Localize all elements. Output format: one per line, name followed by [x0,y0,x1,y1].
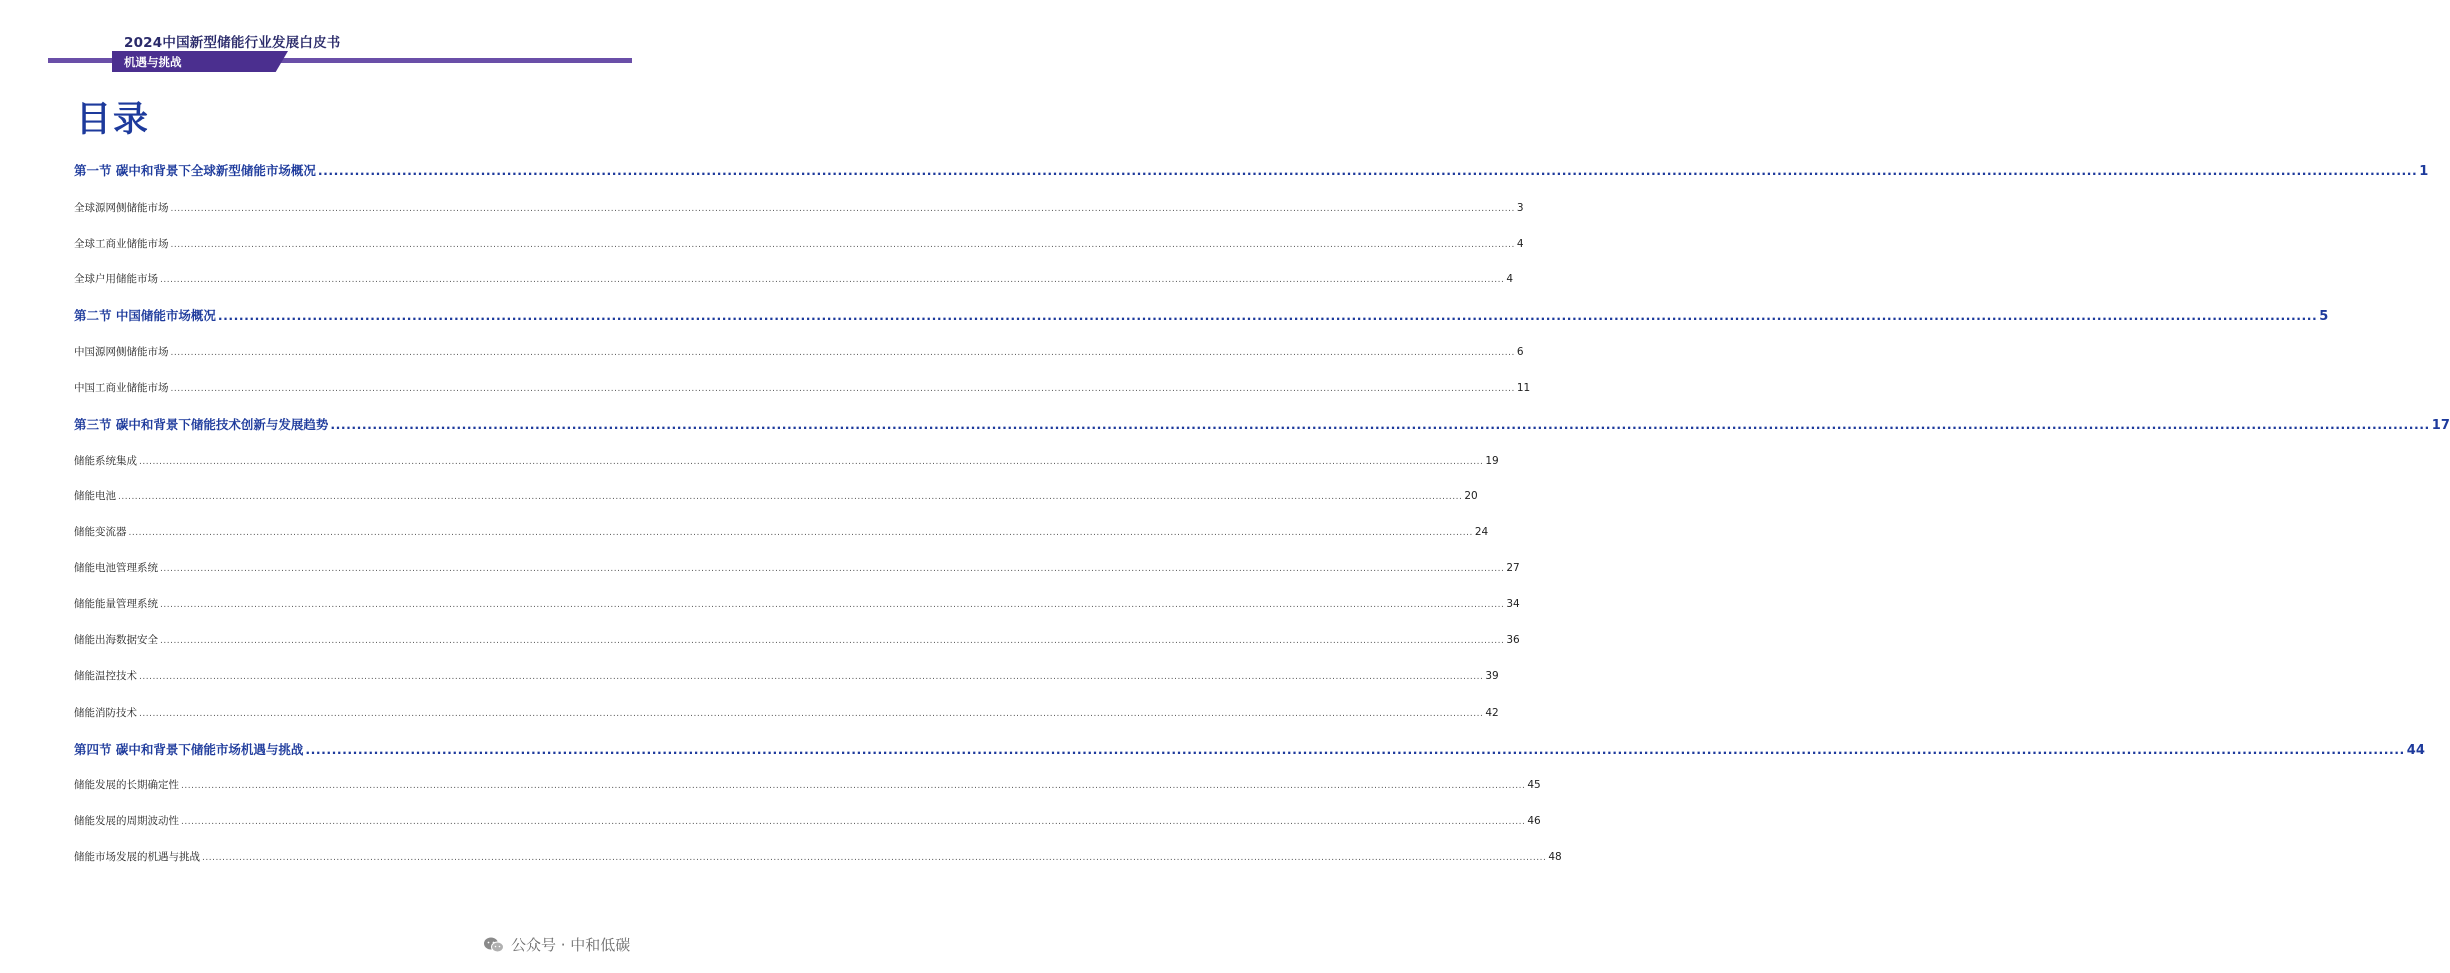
toc-subsection-entry[interactable] [74,849,1562,864]
toc-entry-title: 第二节 中国储能市场概况 [74,308,216,323]
toc-entry-title: 中国工商业储能市场 [74,382,169,394]
toc-page-number: 42 [1485,707,1499,719]
toc-leader-dots: ................................................................................................................................................................................................................................................................................................................................................................................................................ [160,275,1505,285]
toc-page-number: 46 [1527,815,1541,827]
toc-entry-title: 储能发展的周期波动性 [74,815,179,827]
toc-leader-dots: ................................................................................................................................................................................................................................................................................................................................................................................................................ [160,564,1505,574]
toc-page-number: 39 [1485,670,1499,682]
toc-section-entry[interactable] [74,161,2429,179]
toc-entry-title: 全球工商业储能市场 [74,238,169,250]
toc-subsection-entry[interactable] [74,705,1499,720]
toc-entry-title: 储能温控技术 [74,670,137,682]
toc-leader-dots: ................................................................................................................................................................................................................................................................................................................................................................................................................ [139,709,1484,719]
watermark-text: 公众号 · 中和低碳 [511,936,631,954]
toc-page-number: 20 [1464,490,1478,502]
toc-section-entry[interactable] [74,740,2425,758]
toc-subsection-entry[interactable] [74,560,1520,575]
toc-subsection-entry[interactable] [74,668,1499,683]
toc-entry-title: 储能系统集成 [74,455,137,467]
toc-subsection-entry[interactable] [74,596,1520,611]
toc-page-number: 36 [1506,634,1520,646]
toc-leader-dots: ................................................................................................................................................................................................................................................................................................................................................................................................................ [170,348,1515,358]
toc-leader-dots: ................................................................................................................................................................................................................................................................................................................................................................................................................ [139,457,1484,467]
toc-leader-dots: ................................................................................................................................................................................................................................................................................................................................................................................................................ [160,636,1505,646]
toc-section-entry[interactable] [74,415,2450,433]
toc-page-number: 17 [2431,418,2450,433]
toc-leader-dots: ................................................................................................................................................................................................................................................................................................................................................................................................................ [202,853,1547,863]
toc-leader-dots: ................................................................................................................................................................................................................................................................................................................................................................................................................ [170,240,1515,250]
watermark [483,934,630,955]
toc-entry-title: 储能变流器 [74,526,127,538]
page-header [0,0,691,80]
toc-entry-title: 全球源网侧储能市场 [74,202,169,214]
toc-page-number: 34 [1506,598,1520,610]
toc-subsection-entry[interactable] [74,344,1524,359]
toc-leader-dots: ................................................................................................................................................................................................................................................................................................................................................................................................................ [139,672,1484,682]
toc-entry-title: 储能能量管理系统 [74,598,158,610]
toc-entry-title: 全球户用储能市场 [74,273,158,285]
toc-leader-dots: ................................................................................................................................................................................................................................................................................................................................................................................................................ [181,781,1526,791]
toc-page-number: 48 [1548,851,1562,863]
toc-page-number: 27 [1506,562,1520,574]
toc-entry-title: 储能电池 [74,490,116,502]
toc-entry-title: 储能出海数据安全 [74,634,158,646]
toc-subsection-entry[interactable] [74,777,1541,792]
toc-page-number: 6 [1516,346,1524,358]
toc-page-number: 4 [1516,238,1524,250]
wechat-icon [483,936,505,954]
toc-subsection-entry[interactable] [74,380,1531,395]
toc-leader-dots: ................................................................................................................................................................................................................................................................................................................................................................................................................ [128,528,1473,538]
toc-entry-title: 中国源网侧储能市场 [74,346,169,358]
toc-page-number: 5 [2319,309,2329,324]
toc-page-number: 1 [2419,164,2429,179]
toc-leader-dots: ................................................................................................................................................................................................................................................................................................................................................................................................................ [305,742,2405,757]
toc-page-number: 19 [1485,455,1499,467]
toc-page-number: 11 [1516,382,1531,394]
toc-leader-dots: ................................................................................................................................................................................................................................................................................................................................................................................................................ [170,384,1515,394]
toc-subsection-entry[interactable] [74,488,1478,503]
toc-leader-dots: ................................................................................................................................................................................................................................................................................................................................................................................................................ [118,492,1463,502]
toc-entry-title: 第四节 碳中和背景下储能市场机遇与挑战 [74,742,304,757]
toc-page-number: 4 [1506,273,1514,285]
toc-leader-dots: ................................................................................................................................................................................................................................................................................................................................................................................................................ [181,817,1526,827]
toc-page-number: 45 [1527,779,1541,791]
toc-title: 目录 [76,100,151,140]
toc-entry-title: 第三节 碳中和背景下储能技术创新与发展趋势 [74,417,329,432]
toc-section-entry[interactable] [74,306,2329,324]
toc-leader-dots: ................................................................................................................................................................................................................................................................................................................................................................................................................ [217,308,2318,323]
toc-entry-title: 储能电池管理系统 [74,562,158,574]
toc-subsection-entry[interactable] [74,632,1520,647]
toc-page-number: 3 [1516,202,1524,214]
toc-entry-title: 储能消防技术 [74,707,137,719]
header-subtitle: 机遇与挑战 [124,55,182,69]
toc-subsection-entry[interactable] [74,813,1541,828]
toc-page-number: 24 [1474,526,1489,538]
toc-page-number: 44 [2406,743,2425,758]
toc-subsection-entry[interactable] [74,453,1499,468]
toc-subsection-entry[interactable] [74,271,1514,286]
toc-entry-title: 第一节 碳中和背景下全球新型储能市场概况 [74,163,316,178]
toc-subsection-entry[interactable] [74,200,1524,215]
header-title: 2024中国新型储能行业发展白皮书 [124,35,341,51]
toc-subsection-entry[interactable] [74,236,1524,251]
toc-leader-dots: ................................................................................................................................................................................................................................................................................................................................................................................................................ [330,417,2430,432]
toc-entry-title: 储能发展的长期确定性 [74,779,179,791]
toc-leader-dots: ................................................................................................................................................................................................................................................................................................................................................................................................................ [170,204,1515,214]
toc-entry-title: 储能市场发展的机遇与挑战 [74,851,200,863]
toc-leader-dots: ................................................................................................................................................................................................................................................................................................................................................................................................................ [160,600,1505,610]
toc-subsection-entry[interactable] [74,524,1489,539]
toc-leader-dots: ................................................................................................................................................................................................................................................................................................................................................................................................................ [317,163,2418,178]
